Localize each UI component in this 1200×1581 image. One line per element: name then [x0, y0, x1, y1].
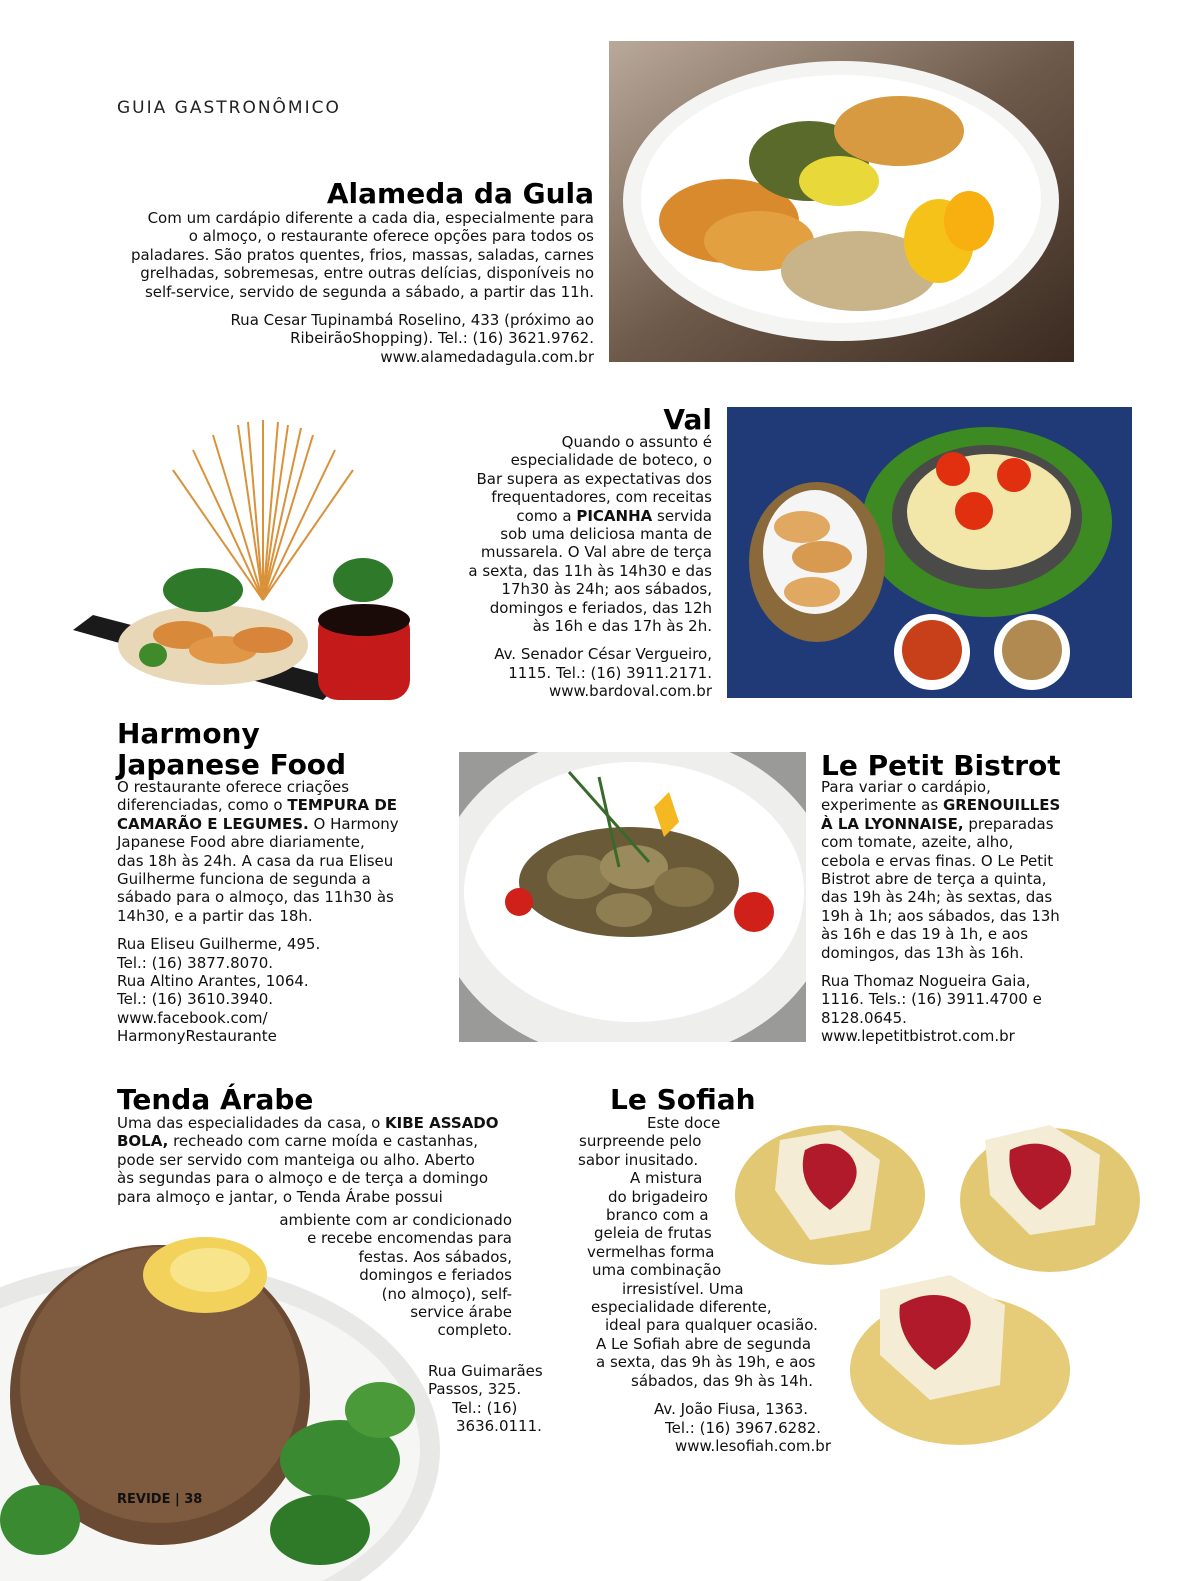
- alameda-desc-line: Com um cardápio diferente a cada dia, especialmente para: [147, 209, 594, 227]
- val-website[interactable]: www.bardoval.com.br: [548, 682, 712, 701]
- harmony-photo: [73, 410, 413, 710]
- tenda-desc-line: domingos e feriados: [359, 1266, 512, 1285]
- tenda-desc-line: completo.: [437, 1321, 512, 1340]
- harmony-highlight: CAMARÃO E LEGUMES.: [117, 814, 309, 833]
- tenda-address-line: Rua Guimarães: [428, 1362, 543, 1380]
- sofiah-desc-line: a sexta, das 9h às 19h, e aos: [596, 1353, 816, 1372]
- harmony-desc-line: sábado para o almoço, das 11h30 às: [117, 888, 394, 907]
- harmony-desc-line: 14h30, e a partir das 18h.: [117, 906, 313, 925]
- tenda-desc-line-highlight: [117, 1132, 517, 1150]
- alameda-desc-line: paladares. São pratos quentes, frios, massas, saladas, carnes: [130, 245, 594, 264]
- alameda-desc-line: self-service, servido de segunda a sábado, a partir das 11h.: [144, 282, 594, 301]
- alameda-website[interactable]: www.alamedadagula.com.br: [380, 347, 594, 366]
- harmony-address-line: Tel.: (16) 3877.8070.: [117, 953, 274, 972]
- val-desc-line: Bar supera as expectativas dos: [476, 469, 712, 488]
- sofiah-address-line: Tel.: (16) 3967.6282.: [665, 1418, 822, 1437]
- sofiah-desc-line: geleia de frutas: [594, 1224, 712, 1243]
- sofiah-desc-line: uma combinação: [592, 1261, 722, 1280]
- tenda-text-right: [250, 1211, 512, 1340]
- sofiah-website[interactable]: www.lesofiah.com.br: [675, 1436, 831, 1455]
- tenda-desc-line: às segundas para o almoço e de terça a domingo: [117, 1169, 489, 1188]
- tenda-desc-line: e recebe encomendas para: [307, 1229, 512, 1248]
- val-address-line: 1115. Tel.: (16) 3911.2171.: [508, 663, 712, 682]
- tenda-text-left: [117, 1114, 517, 1206]
- harmony-highlight: TEMPURA DE: [287, 796, 398, 815]
- sofiah-desc-line: sabor inusitado.: [578, 1150, 699, 1169]
- val-text-post: servida: [652, 506, 712, 525]
- bistrot-desc-line: Bistrot abre de terça a quinta,: [821, 870, 1047, 889]
- val-photo: [727, 407, 1132, 698]
- bistrot-text-post: preparadas: [963, 814, 1054, 833]
- bistrot-address-line: 8128.0645.: [821, 1008, 907, 1027]
- val-desc-line: 17h30 às 24h; aos sábados,: [501, 580, 712, 599]
- bistrot-title: Le Petit Bistrot: [821, 749, 1061, 782]
- tenda-desc-line: festas. Aos sábados,: [358, 1247, 512, 1266]
- sofiah-desc-line: sábados, das 9h às 14h.: [631, 1371, 814, 1390]
- harmony-desc-line: Japanese Food abre diariamente,: [117, 833, 365, 852]
- tenda-desc-line: service árabe: [410, 1303, 512, 1322]
- harmony-text-pre: diferenciadas, como o: [117, 796, 288, 815]
- val-desc-line-highlight: [430, 507, 712, 525]
- alameda-desc-line: o almoço, o restaurante oferece opções para todos os: [188, 227, 594, 246]
- sofiah-desc-line: branco com a: [606, 1206, 709, 1225]
- tenda-desc-line: ambiente com ar condicionado: [279, 1211, 512, 1229]
- val-desc-line: a sexta, das 11h às 14h30 e das: [468, 561, 712, 580]
- bistrot-photo: [459, 752, 806, 1042]
- sofiah-desc-line: surpreende pelo: [579, 1132, 702, 1151]
- sofiah-desc-line: especialidade diferente,: [591, 1298, 772, 1317]
- bistrot-website[interactable]: www.lepetitbistrot.com.br: [821, 1027, 1015, 1046]
- val-title: Val: [663, 403, 712, 436]
- harmony-title: [117, 718, 437, 780]
- sofiah-desc-line: vermelhas forma: [587, 1242, 715, 1261]
- tenda-text-pre: Uma das especialidades da casa, o: [117, 1114, 386, 1132]
- tenda-desc-line: pode ser servido com manteiga ou alho. Aberto: [117, 1150, 475, 1169]
- harmony-text-post: O Harmony: [308, 814, 399, 833]
- harmony-title-line: Japanese Food: [117, 748, 347, 781]
- alameda-title: Alameda da Gula: [326, 177, 594, 210]
- alameda-photo: [609, 41, 1074, 362]
- bistrot-text: [821, 778, 1121, 1046]
- sofiah-desc-line: Este doce: [647, 1114, 721, 1132]
- harmony-address-line: Tel.: (16) 3610.3940.: [117, 990, 274, 1009]
- val-desc-line: sob uma deliciosa manta de: [500, 525, 712, 544]
- harmony-website[interactable]: www.facebook.com/: [117, 1008, 268, 1027]
- sofiah-address-line: Av. João Fiusa, 1363.: [654, 1400, 809, 1419]
- tenda-address-line: Passos, 325.: [428, 1380, 522, 1399]
- bistrot-desc-line: às 16h e das 19 à 1h, e aos: [821, 925, 1029, 944]
- bistrot-highlight: À LA LYONNAISE,: [821, 814, 964, 833]
- tenda-address-line: 3636.0111.: [456, 1417, 542, 1436]
- alameda-address-line: Rua Cesar Tupinambá Roselino, 433 (próximo ao: [230, 311, 594, 330]
- val-desc-line: às 16h e das 17h às 2h.: [532, 617, 712, 636]
- section-label: GUIA GASTRONÔMICO: [117, 98, 341, 118]
- harmony-desc-line-highlight: [117, 815, 437, 833]
- sofiah-desc-line: A Le Sofiah abre de segunda: [596, 1334, 812, 1353]
- bistrot-desc-line: com tomate, azeite, alho,: [821, 833, 1014, 852]
- tenda-highlight: KIBE ASSADO: [385, 1114, 499, 1132]
- bistrot-text-pre: experimente as: [821, 796, 943, 815]
- bistrot-desc-line-highlight: [821, 796, 1121, 814]
- harmony-text: [117, 778, 437, 1046]
- sofiah-desc-line: A mistura: [630, 1169, 703, 1188]
- sofiah-desc-line: do brigadeiro: [608, 1187, 708, 1206]
- bistrot-desc-line: 19h à 1h; aos sábados, das 13h: [821, 906, 1060, 925]
- harmony-title-line: Harmony: [117, 717, 260, 750]
- sofiah-text: [560, 1114, 860, 1455]
- tenda-title: Tenda Árabe: [117, 1083, 314, 1116]
- tenda-desc-line: para almoço e jantar, o Tenda Árabe possui: [117, 1187, 443, 1206]
- val-text: [430, 433, 712, 701]
- harmony-desc-line: O restaurante oferece criações: [117, 778, 350, 796]
- val-highlight: PICANHA: [576, 506, 653, 525]
- val-desc-line: domingos e feriados, das 12h: [489, 598, 712, 617]
- val-desc-line: especialidade de boteco, o: [510, 451, 712, 470]
- harmony-desc-line: das 18h às 24h. A casa da rua Eliseu: [117, 851, 394, 870]
- tenda-highlight: BOLA,: [117, 1132, 169, 1151]
- harmony-desc-line: Guilherme funciona de segunda a: [117, 870, 371, 889]
- bistrot-desc-line: das 19h às 24h; às sextas, das: [821, 888, 1053, 907]
- sofiah-title: Le Sofiah: [610, 1083, 756, 1116]
- bistrot-desc-line-highlight: [821, 815, 1121, 833]
- sofiah-desc-line: irresistível. Uma: [622, 1279, 744, 1298]
- val-desc-line: frequentadores, com receitas: [491, 488, 712, 507]
- alameda-address-line: RibeirãoShopping). Tel.: (16) 3621.9762.: [290, 329, 594, 348]
- tenda-address: [428, 1362, 568, 1436]
- bistrot-highlight: GRENOUILLES: [942, 796, 1061, 815]
- bistrot-address-line: 1116. Tels.: (16) 3911.4700 e: [821, 990, 1042, 1009]
- harmony-desc-line-highlight: [117, 796, 437, 814]
- page-footer: REVIDE | 38: [117, 1492, 203, 1507]
- tenda-address-line: Tel.: (16): [452, 1398, 518, 1417]
- val-text-pre: como a: [516, 506, 577, 525]
- bistrot-desc-line: domingos, das 13h às 16h.: [821, 943, 1024, 962]
- bistrot-desc-line: cebola e ervas finas. O Le Petit: [821, 851, 1054, 870]
- sofiah-desc-line: ideal para qualquer ocasião.: [605, 1316, 818, 1335]
- bistrot-address-line: Rua Thomaz Nogueira Gaia,: [821, 972, 1031, 991]
- bistrot-desc-line: Para variar o cardápio,: [821, 778, 991, 796]
- alameda-text: [90, 209, 594, 366]
- tenda-desc-line-highlight: [117, 1114, 517, 1132]
- alameda-desc-line: grelhadas, sobremesas, entre outras delícias, disponíveis no: [140, 264, 594, 283]
- harmony-address-line: Rua Eliseu Guilherme, 495.: [117, 935, 321, 954]
- val-desc-line: mussarela. O Val abre de terça: [480, 543, 712, 562]
- tenda-text-post: recheado com carne moída e castanhas,: [168, 1132, 479, 1151]
- harmony-address-line: Rua Altino Arantes, 1064.: [117, 972, 309, 991]
- val-desc-line: Quando o assunto é: [561, 433, 712, 451]
- tenda-desc-line: (no almoço), self-: [381, 1284, 512, 1303]
- val-address-line: Av. Senador César Vergueiro,: [494, 645, 712, 664]
- harmony-website[interactable]: HarmonyRestaurante: [117, 1027, 277, 1046]
